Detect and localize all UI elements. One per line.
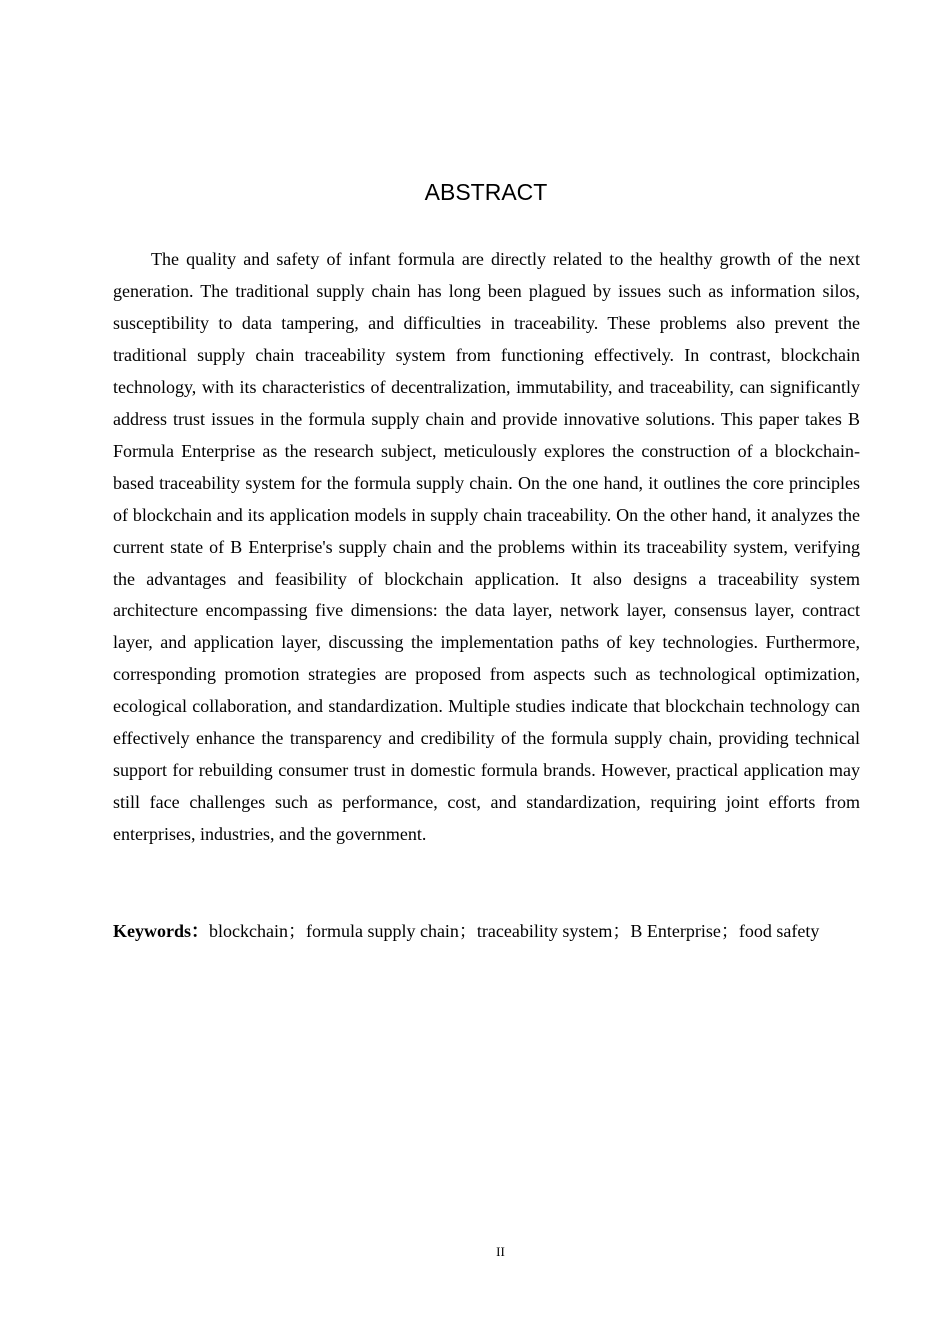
abstract-paragraph: The quality and safety of infant formula are directly related to the healthy growth of the next generation. The traditional supply chain has long been plagued by issues such as information silos, susceptibility to data tampering, and difficulties in traceability. These problems also prevent the traditional supply chain traceability system from functioning effectively. In contrast, blockchain technology, with its characteristics of decentralization, immutability, and traceability, can significantly address trust issues in the formula supply chain and provide innovative solutions. This paper takes B Formula Enterprise as the research subject, meticulously explores the construction of a blockchain-based traceability system for the formula supply chain. On the one hand, it outlines the core principles of blockchain and its application models in supply chain traceability. On the other hand, it analyzes the current state of B Enterprise's supply chain and the problems within its traceability system, verifying the advantages and feasibility of blockchain application. It also designs a traceability system architecture encompassing five dimensions: the data layer, network layer, consensus layer, contract layer, and application layer, discussing the implementation paths of key technologies. Furthermore, corresponding promotion strategies are proposed from aspects such as technological optimization, ecological collaboration, and standardization. Multiple studies indicate that blockchain technology can effectively enhance the transparency and credibility of the formula supply chain, providing technical support for rebuilding consumer trust in domestic formula brands. However, practical application may still face challenges such as performance, cost, and standardization, requiring joint efforts from enterprises, industries, and the government. [113, 249, 860, 845]
abstract-title: ABSTRACT [424, 179, 548, 205]
page-number: II [496, 1244, 505, 1259]
keywords-line [113, 915, 860, 947]
keywords-label: Keywords： [113, 921, 209, 941]
keywords-text: blockchain；formula supply chain；traceability system；B Enterprise；food safety [209, 921, 820, 941]
